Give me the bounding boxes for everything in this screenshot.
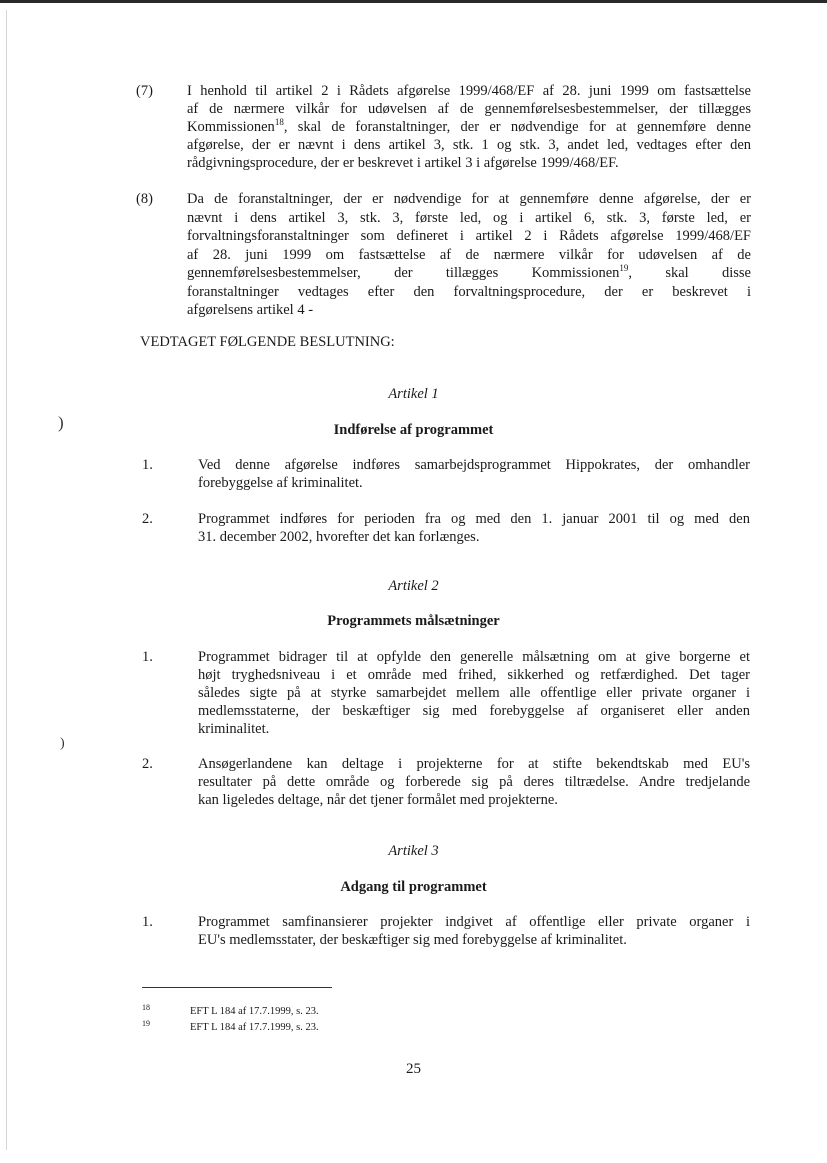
article-subtitle: Programmets målsætninger bbox=[327, 613, 500, 629]
footnote-ref: 19 bbox=[619, 263, 629, 274]
item-text: Programmet indføres for perioden fra og med den 1. januar 2001 til og med den 31. december 2002, hvorefter det kan forlænges. bbox=[198, 511, 750, 545]
footnote-ref: 18 bbox=[274, 117, 284, 128]
footnote-text: EFT L 184 af 17.7.1999, s. 23. bbox=[190, 1006, 319, 1017]
article-subtitle: Indførelse af programmet bbox=[333, 422, 494, 438]
item-text: Ansøgerlandene kan deltage i projekterne for at stifte bekendtskab med EU's resultater på dette område og forberede sig på deres tiltrædelse. Andre tredjelande kan ligeledes deltage, når det tjener formålet med projekterne. bbox=[198, 756, 750, 808]
page-number: 25 bbox=[406, 1061, 421, 1077]
article-title: Artikel 1 bbox=[388, 386, 439, 402]
item-number: 1. bbox=[142, 649, 153, 665]
recital-text: Da de foranstaltninger, der er nødvendige for at gennemføre denne afgørelse, der er nævnt i dens artikel 3, stk. 3, første led, og i artikel 6, stk. 3, første led, er forvaltningsforanstaltninger som defineret i artikel 2 i Rådets afgørelse 1999/468/EF af 28. juni 1999 om fastsættelse af de nærmere vilkår for udøvelsen af de gennemførelsesbestemmelser, der tillægges Kommissionen$^{19}$, skal disse foranstaltninger vedtages efter den forvaltningsprocedure, der er beskrevet i afgørelsens artikel 4 - bbox=[187, 191, 751, 318]
item-text: Programmet samfinansierer projekter indgivet af offentlige eller private organer i EU's medlemsstater, der beskæftiger sig med forebyggelse af kriminalitet. bbox=[198, 914, 750, 948]
item-number: 1. bbox=[142, 457, 153, 473]
scan-artifact-bracket: ) bbox=[58, 413, 64, 432]
article-title: Artikel 2 bbox=[388, 578, 439, 594]
recital-text: I henhold til artikel 2 i Rådets afgørelse 1999/468/EF af 28. juni 1999 om fastsættelse af de nærmere vilkår for udøvelsen af de gennemførelsesbestemmelser, der tillægges Kommissionen$^{18}$, skal de foranstaltninger, der er nødvendige for at gennemføre denne afgørelse, der er nævnt i dens artikel 3, stk. 1 og stk. 3, andet led, vedtages efter den rådgivningsprocedure, der er beskrevet i artikel 3 i afgørelse 1999/468/EF. bbox=[187, 83, 751, 171]
item-number: 2. bbox=[142, 511, 153, 527]
footnote-mark: 18 bbox=[142, 1003, 150, 1012]
item-number: 2. bbox=[142, 756, 153, 772]
item-text: Ved denne afgørelse indføres samarbejdsprogrammet Hippokrates, der omhandler forebyggelse af kriminalitet. bbox=[198, 457, 750, 491]
footnote-mark: 19 bbox=[142, 1019, 150, 1028]
recital-number: (7) bbox=[136, 83, 153, 99]
item-number: 1. bbox=[142, 914, 153, 930]
footnote-separator bbox=[142, 987, 332, 988]
item-text: Programmet bidrager til at opfylde den generelle målsætning om at give borgerne et højt tryghedsniveau i et område med frihed, sikkerhed og retfærdighed. Det tager således sigte på at styrke samarbejdet mellem alle offentlige eller private organer i medlemsstaterne, der beskæftiger sig med forebyggelse af organiseret eller anden kriminalitet. bbox=[198, 649, 750, 737]
article-title: Artikel 3 bbox=[388, 843, 439, 859]
footnote-text: EFT L 184 af 17.7.1999, s. 23. bbox=[190, 1022, 319, 1033]
scan-artifact-bracket: ) bbox=[60, 736, 65, 751]
article-subtitle: Adgang til programmet bbox=[340, 879, 487, 895]
adoption-heading: VEDTAGET FØLGENDE BESLUTNING: bbox=[140, 334, 395, 350]
recital-number: (8) bbox=[136, 191, 153, 207]
top-border bbox=[0, 0, 827, 3]
